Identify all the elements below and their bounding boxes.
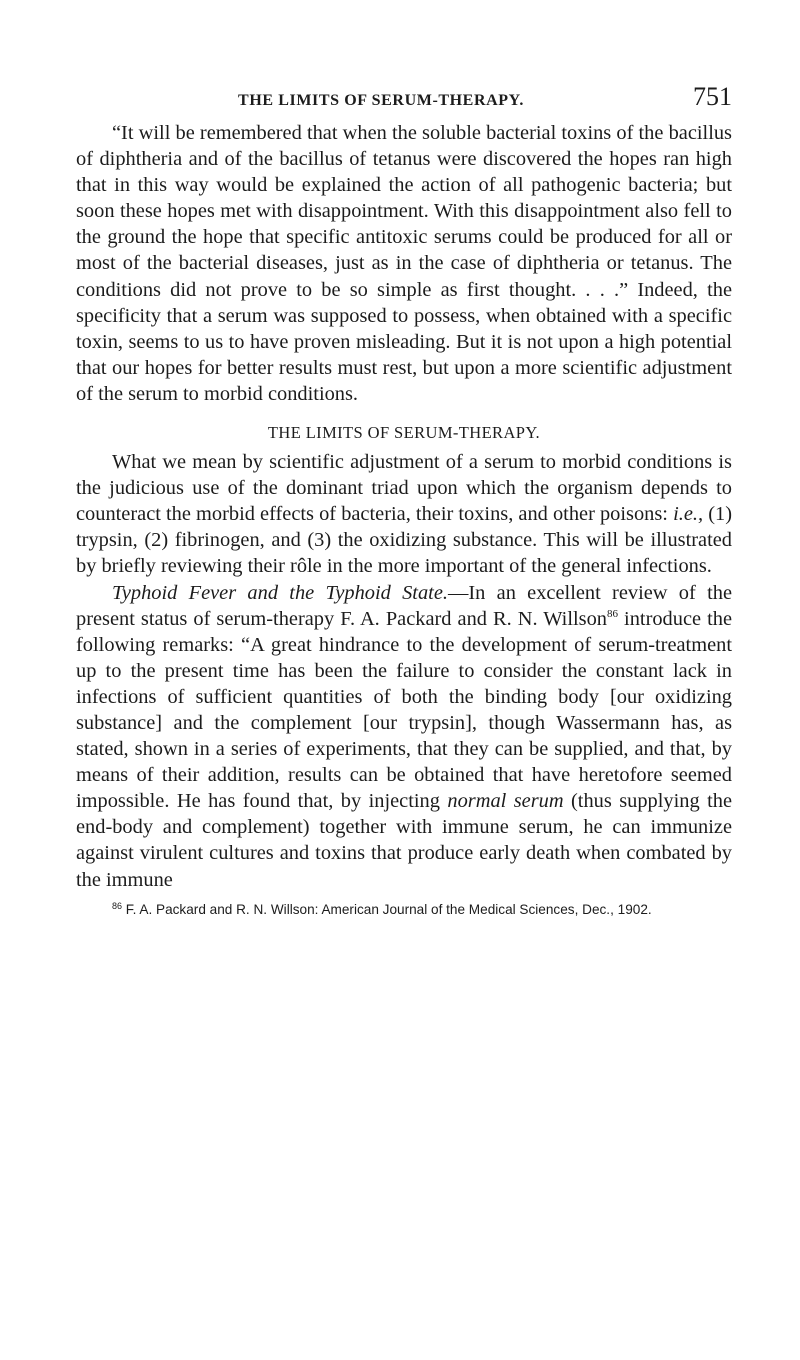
footnote-number: 86: [112, 900, 123, 911]
footnote: [76, 901, 732, 920]
page-content: [76, 82, 732, 919]
running-title: THE LIMITS OF SERUM-THERAPY.: [238, 92, 524, 109]
page-number: 751: [693, 82, 732, 111]
paragraph-2-ie: i.e.,: [673, 503, 704, 526]
paragraph-3-text-a: —In an excellent review of the present status of serum-therapy F. A. Packard and R. N. Willson: [76, 581, 732, 630]
paragraph-3-text-b: introduce the following remarks: “A great hindrance to the development of serum-treatment up to the present time has been the failure to consider the constant lack in infections of sufficient quantities of both the binding body [our oxidizing substance] and the complement [our trypsin], though Wassermann has, as stated, shown in a series of experiments, that they can be supplied, and that, by means of their addition, results can be obtained that have heretofore seemed impossible. He has found that, by injecting: [76, 607, 732, 813]
paragraph-2-end: (1) trypsin, (2) fibrinogen, and (3) the oxidizing substance. This will be illustrated by briefly reviewing their rôle in the more important of the general infections.: [76, 503, 732, 578]
paragraph-3-text-c: (thus supplying the end-body and complement) together with immune serum, he can immunize against virulent cultures and toxins that produce early death when combated by the immune: [76, 790, 732, 891]
running-head: [76, 82, 732, 120]
paragraph-typhoid: [76, 580, 732, 893]
section-heading: THE LIMITS OF SERUM-THERAPY.: [267, 423, 541, 443]
paragraph-3-title: Typhoid Fever and the Typhoid State.: [112, 581, 448, 604]
footnote-spacer: [76, 893, 732, 901]
footnote-reference: 86: [607, 607, 618, 620]
paragraph-3-italic-normal-serum: normal serum: [447, 790, 564, 813]
paragraph-quote: “It will be remembered that when the soluble bacterial toxins of the bacillus of diphtheria and of the bacillus of tetanus were discovered the hopes ran high that in this way would be explained the action of all pathogenic bacteria; but soon these hopes met with disappointment. With this disappointment also fell to the ground the hope that specific antitoxic serums could be produced for all or most of the bacterial diseases, just as in the case of diphtheria or tetanus. The conditions did not prove to be so simple as first thought. . . .” Indeed, the specificity that a serum was supposed to possess, when obtained with a specific toxin, seems to us to have proven misleading. But it is not upon a high potential that our hopes for better results must rest, but upon a more scientific adjustment of the serum to morbid conditions.: [76, 122, 732, 405]
paragraph-scientific-adjustment: [76, 449, 732, 579]
paragraph-2-text: What we mean by scientific adjustment of a serum to morbid conditions is the judicious use of the dominant triad upon which the organism depends to counteract the morbid effects of bacteria, their toxins, and other poisons:: [76, 451, 732, 526]
footnote-text: F. A. Packard and R. N. Willson: American Journal of the Medical Sciences, Dec., 1902.: [122, 901, 652, 917]
